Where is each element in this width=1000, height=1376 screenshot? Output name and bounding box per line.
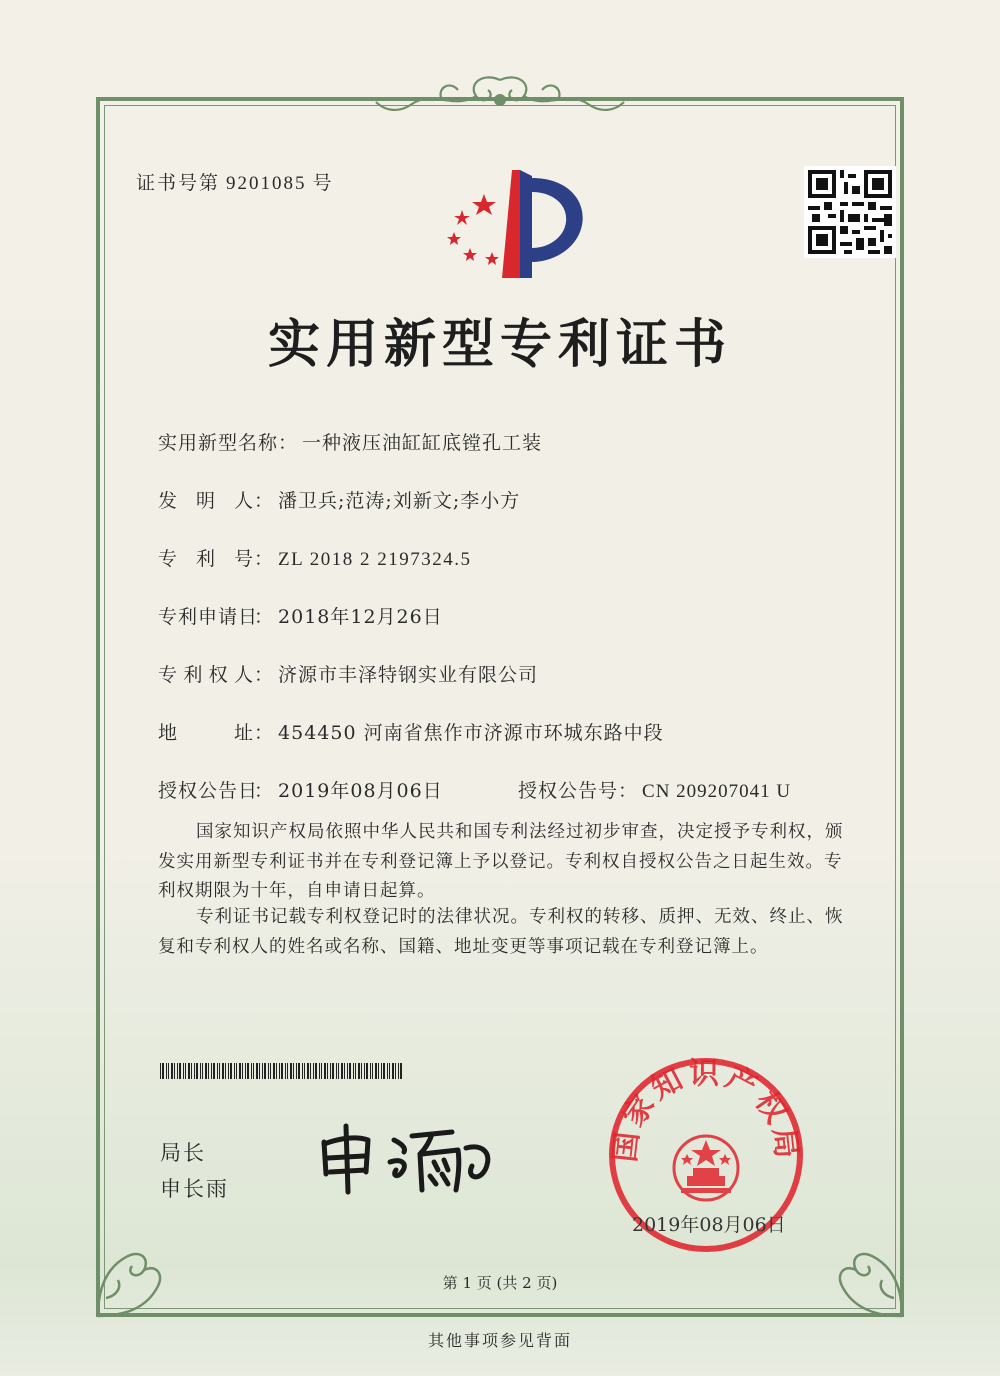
address-value: 454450 河南省焦作市济源市环城东路中段 bbox=[278, 722, 664, 744]
top-ornament-icon bbox=[372, 70, 628, 126]
utility-model-name-label: 实用新型名称 bbox=[158, 432, 279, 454]
patent-number-row: 专利号： ZL 2018 2 2197324.5 bbox=[158, 544, 472, 571]
seal-text: 国家知识产权局 bbox=[607, 1056, 805, 1164]
footer-note: 其他事项参见背面 bbox=[427, 1331, 572, 1350]
cnipa-logo-icon bbox=[440, 166, 590, 284]
grant-date-row: 授权公告日： 2019年08月06日 bbox=[158, 776, 443, 803]
application-date-label: 专利申请日 bbox=[158, 606, 259, 628]
utility-model-name-row: 实用新型名称： 一种液压油缸缸底镗孔工装 bbox=[158, 432, 543, 454]
application-date-value: 2018年12月26日 bbox=[278, 606, 443, 628]
patentee-value: 济源市丰泽特钢实业有限公司 bbox=[278, 664, 539, 686]
qr-code-icon bbox=[804, 166, 896, 258]
body-paragraph-1: 国家知识产权局依照中华人民共和国专利法经过初步审查，决定授予专利权，颁发实用新型专利证书并在专利登记簿上予以登记。专利权自授权公告之日起生效。专利权期限为十年，自申请日起算。 bbox=[158, 822, 844, 901]
body-paragraph-2: 专利证书记载专利权登记时的法律状况。专利权的转移、质押、无效、终止、恢复和专利权人的姓名或名称、国籍、地址变更等事项记载在专利登记簿上。 bbox=[158, 907, 844, 957]
director-name: 申长雨 bbox=[160, 1177, 229, 1201]
patentee-row: 专利权人： 济源市丰泽特钢实业有限公司 bbox=[158, 660, 538, 687]
grant-date-value: 2019年08月06日 bbox=[278, 780, 443, 802]
inventor-value: 潘卫兵;范涛;刘新文;李小方 bbox=[278, 490, 521, 512]
utility-model-name-value: 一种液压油缸缸底镗孔工装 bbox=[302, 432, 543, 454]
certificate-title: 实用新型专利证书 bbox=[267, 314, 732, 375]
inventor-label: 发明人 bbox=[158, 490, 254, 512]
patent-number-value: ZL 2018 2 2197324.5 bbox=[278, 549, 472, 570]
certificate-number: 证书号第 9201085 号 bbox=[136, 172, 334, 194]
grant-number-row: 授权公告号： CN 209207041 U bbox=[518, 780, 792, 802]
address-row: 地址： 454450 河南省焦作市济源市环城东路中段 bbox=[158, 718, 664, 745]
grant-number-value: CN 209207041 U bbox=[642, 781, 792, 802]
inventor-row: 发明人： 潘卫兵;范涛;刘新文;李小方 bbox=[158, 486, 520, 513]
page-indicator: 第 1 页 (共 2 页) bbox=[442, 1274, 558, 1292]
handwritten-signature bbox=[316, 1118, 524, 1196]
director-title: 局长 bbox=[160, 1141, 206, 1165]
seal-date: 2019年08月06日 bbox=[632, 1214, 786, 1236]
grant-number-label: 授权公告号 bbox=[518, 780, 619, 802]
grant-date-label: 授权公告日 bbox=[158, 780, 259, 802]
barcode-icon bbox=[160, 1063, 404, 1079]
patentee-label: 专利权人 bbox=[158, 664, 254, 686]
patent-number-label: 专利号 bbox=[158, 548, 254, 570]
address-label: 地址 bbox=[158, 722, 254, 744]
application-date-row: 专利申请日： 2018年12月26日 bbox=[158, 602, 443, 629]
